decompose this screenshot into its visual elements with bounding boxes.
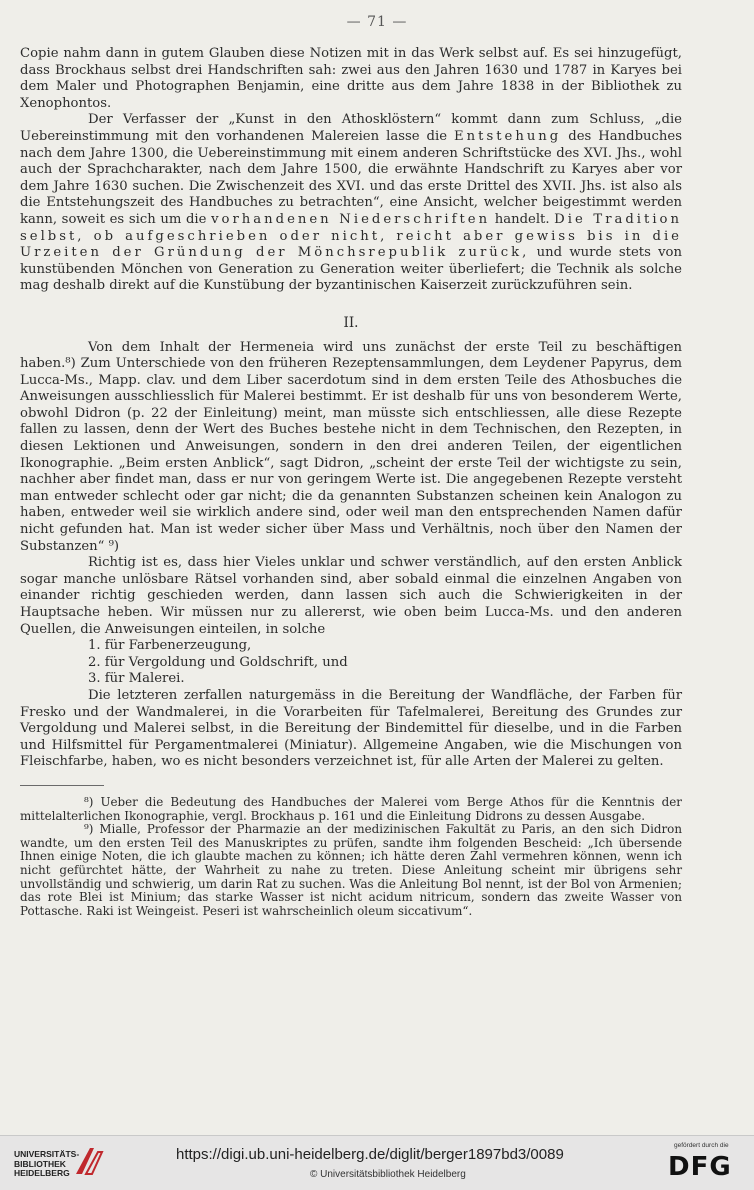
funding-label: gefördert durch die: [674, 1142, 729, 1149]
numbered-list: [20, 638, 682, 688]
paragraph-3: Von dem Inhalt der Hermeneia wird uns zunächst der erste Teil zu beschäftigen haben.⁸) Zum Unterschiede von den früheren Rezeptensammlungen, dem Leydener Papyrus, dem Lucca-Ms., Mapp. clav. und dem Liber sacerdotum sind in dem ersten Teile des Athosbuches die Anweisungen ausschliesslich für Malerei bestimmt. Er ist deshalb für uns von besonderem Werte, obwohl Didron (p. 22 der Einleitung) meint, man müsste sich entschliessen, alle diese Rezepte fallen zu lassen, denn der Wert des Buches bestehe nicht in dem Technischen, den Rezepten, in diesen Lektionen und Anweisungen, sondern in den drei anderen Teilen, der eigentlichen Ikonographie. „Beim ersten Anblick“, sagt Didron, „scheint der erste Teil der wichtigste zu sein, nachher aber findet man, dass er nur von geringem Werte ist. Die angegebenen Rezepte versteht man entweder schlecht oder gar nicht; die da genannten Substanzen scheinen kein Analogon zu haben, entweder weil sie wirklich andere sind, oder weil man den entsprechenden Namen dafür nicht gefunden hat. Man ist weder sicher über Mass und Verhältnis, noch über den Namen der Substanzen“ ⁹): [20, 339, 682, 554]
library-name: UNIVERSITÄTS- BIBLIOTHEK HEIDELBERG: [14, 1149, 80, 1178]
paragraph-1: Copie nahm dann in gutem Glauben diese Notizen mit in das Werk selbst auf. Es sei hinzugefügt, dass Brockhaus selbst drei Handschriften sah: zwei aus den Jahren 1630 und 1787 in Karyes bei dem Maler und Photographen Benjamin, eine dritte aus dem Jahre 1838 in der Bibliothek zu Xenophontos.: [20, 46, 682, 111]
footnote-8: ⁸) Ueber die Bedeutung des Handbuches der Malerei vom Berge Athos für die Kenntnis der mittelalterlichen Ikonographie, vergl. Brockhaus p. 161 und die Einleitung Didrons zu dessen Ausgabe.: [20, 794, 682, 823]
paragraph-5: Die letzteren zerfallen naturgemäss in die Bereitung der Wandfläche, der Farben für Fresko und der Wandmalerei, in die Vorarbeiten für Tafelmalerei, Bereitung des Grundes zur Vergoldung und Malerei selbst, in die Bereitung der Bindemittel für dieselbe, und in die Farben und Hilfsmittel für Pergamentmalerei (Miniatur). Allgemeine Angaben, wie die Mischungen von Fleischfarbe, haben, wo es nicht besonders verzeichnet ist, für alle Arten der Malerei zu gelten.: [20, 687, 682, 770]
page-number: — 71 —: [346, 14, 408, 30]
spaced-emphasis: vorhandenen Niederschriften: [211, 211, 491, 227]
library-logo-icon: [72, 1144, 108, 1180]
paragraph-2: Der Verfasser der „Kunst in den Athosklöstern“ kommt dann zum Schluss, „die Uebereinstimmung mit den vorhandenen Malereien lasse die Entstehung des Handbuches nach dem Jahre 1300, die Uebereinstimmung mit einem anderen Schriftstücke des XVI. Jhs., wohl auch der Sprachcharakter, nach dem Jahre 1500, die erwähnte Handschrift zu Karyes aber vor dem Jahre 1630 suchen. Die Zwischenzeit des XVI. und das erste Drittel des XVII. Jhs. ist also als die Entstehungszeit des Handbuches zu betrachten“, eine Ansicht, welcher beigestimmt werden kann, soweit es sich um die vorhandenen Niederschriften handelt. Die Tradition selbst, ob aufgeschrieben oder nicht, reicht aber gewiss bis in die Urzeiten der Gründung der Mönchsrepublik zurück, und wurde stets von kunstübenden Mönchen von Generation zu Generation weiter überliefert; die Technik als solche mag deshalb direkt auf die Kunstübung der byzantinischen Kaiserzeit zurückzuführen sein.: [20, 112, 682, 294]
dfg-logo: DFG: [668, 1152, 732, 1182]
footer-bar: [0, 1135, 754, 1190]
spaced-emphasis: Entstehung: [454, 128, 562, 144]
main-text: [20, 46, 682, 918]
paragraph-4: Richtig ist es, dass hier Vieles unklar und schwer verständlich, auf den ersten Anblick sogar manche unlösbare Rätsel vorhanden sind, aber sobald einmal die einzelnen Angaben von einander richtig geschieden werden, dann lassen sich auch die Schwierigkeiten in der Hauptsache heben. Wir müssen nur zu allererst, wie oben beim Lucca-Ms. und den anderen Quellen, die Anweisungen einteilen, in solche: [20, 555, 682, 637]
list-item: 1. für Farbenerzeugung,: [88, 638, 252, 654]
list-item: 2. für Vergoldung und Goldschrift, und: [88, 654, 348, 670]
spaced-emphasis: Die Tradition selbst, ob aufgeschrieben oder nicht, reicht aber gewiss bis in die Urzeiten der Gründung der Mönchsrepublik zurück,: [20, 211, 682, 261]
footnote-divider: [20, 785, 104, 786]
list-item: 3. für Malerei.: [88, 671, 185, 687]
footnote-9: ⁹) Mialle, Professor der Pharmazie an der medizinischen Fakultät zu Paris, an den sich Didron wandte, um den ersten Teil des Manuskriptes zu prüfen, sandte ihm folgenden Bescheid: „Ich übersende Ihnen einige Noten, die ich glaubte machen zu können; ich hätte deren Zahl vermehren können, wenn ich nicht gefürchtet hätte, der Wahrheit zu nahe zu treten. Diese Anleitung scheint mir übrigens sehr unvollständig und schwierig, um darin Rat zu suchen. Was die Anleitung Bol nennt, ist der Bol von Armenien; das rote Blei ist Minium; das starke Wasser ist nicht acidum nitricum, sondern das zweite Wasser von Pottasche. Raki ist Weingeist. Peseri ist wahrscheinlich oleum siccativum“.: [20, 822, 682, 918]
copyright-notice: © Universitätsbibliothek Heidelberg: [310, 1169, 466, 1180]
permalink-url[interactable]: https://digi.ub.uni-heidelberg.de/diglit/berger1897bd3/0089: [176, 1146, 564, 1163]
footnotes: [20, 796, 682, 918]
section-title: II.: [343, 314, 359, 331]
